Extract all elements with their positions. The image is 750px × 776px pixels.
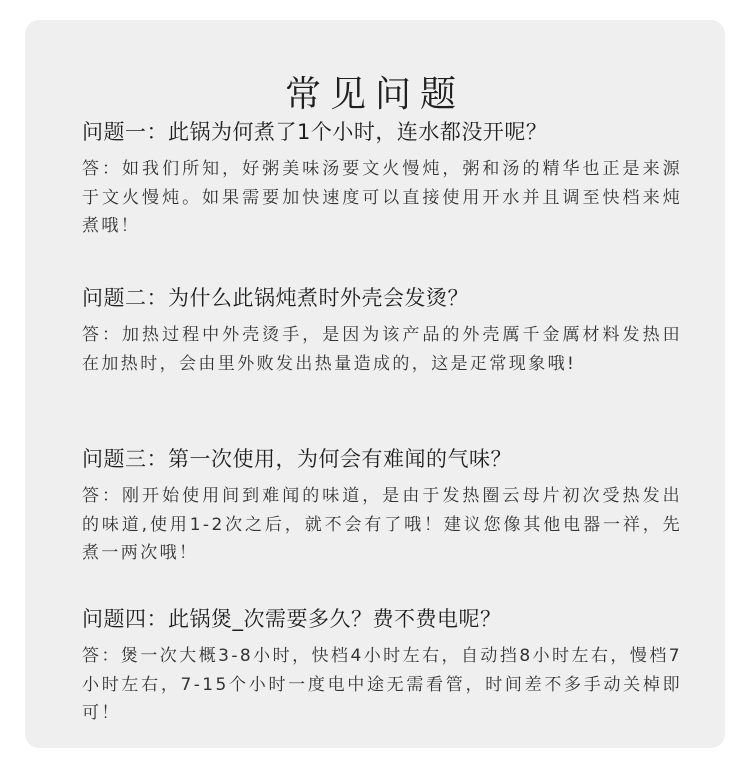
faq-item-3 (82, 444, 682, 568)
page-title: 常见问题 (284, 74, 465, 116)
faq-item-2 (82, 283, 682, 378)
faq-answer: 答：如我们所知，好粥美味汤要文火慢炖，粥和汤的精华也正是来源于文火慢炖。如果需要加快速度可以直接使用开水并且调至快档来炖煮哦！ (82, 159, 682, 236)
faq-answer: 答：刚开始使用间到难闻的味道，是由于发热圈云母片初次受热发出的味道,使用1-2次之后，就不会有了哦！建议您像其他电器一祥，先煮一两次哦！ (82, 486, 682, 563)
faq-question: 问题三：第一次使用，为何会有难闻的气味？ (82, 447, 512, 471)
faq-answer: 答：煲一次大概3-8小时，快档4小时左右，自动挡8小时左右，慢档7小时左右，7-15个小时一度电中途无需看管，时间差不多手动关棹即可！ (82, 646, 682, 723)
faq-question: 问题四：此锅煲_次需要多久？费不费电呢？ (82, 607, 502, 631)
faq-question: 问题一：此锅为何煮了1个小时，连水都没开呢？ (82, 120, 548, 144)
faq-item-1 (82, 117, 682, 241)
faq-answer: 答：加热过程中外壳烫手，是因为该产品的外壳厲千金厲材料发热田在加热时，会由里外败发出热量造成的，这是疋常现象哦! (82, 325, 682, 374)
faq-question: 问题二：为什么此锅炖煮时外壳会发烫？ (82, 286, 469, 310)
faq-item-4 (82, 604, 682, 728)
